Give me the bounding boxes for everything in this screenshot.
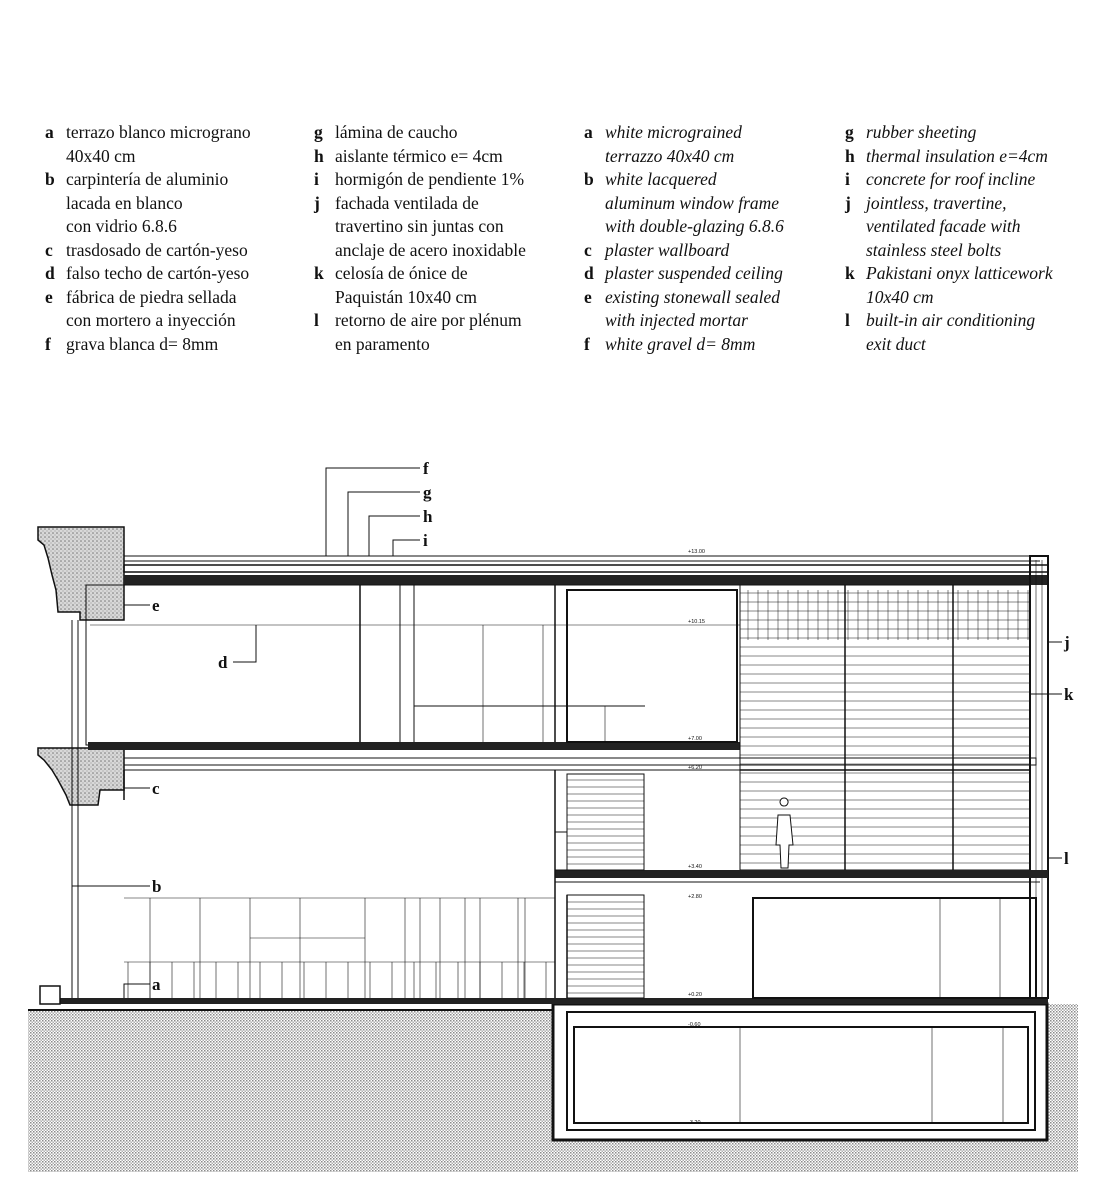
legend-letter: a [45, 122, 54, 142]
building-section-drawing [0, 440, 1096, 1186]
legend-letter: b [45, 169, 55, 189]
legend-text: exit duct [866, 333, 926, 354]
legend-item-g [314, 121, 564, 145]
legend-text: carpintería de aluminio [66, 169, 229, 189]
legend-text: trasdosado de cartón-yeso [66, 239, 248, 260]
callout-e: e [152, 596, 160, 615]
level-ceiling-mid: +6.20 [688, 765, 702, 771]
legend-item-e [584, 286, 824, 333]
callout-a: a [152, 975, 161, 994]
legend-item-i [314, 168, 564, 192]
legend-item-h [845, 145, 1090, 169]
legend-text: con vidrio 6.8.6 [66, 216, 177, 236]
callout-b: b [152, 877, 162, 896]
legend-text: anclaje de acero inoxidable [335, 239, 526, 260]
legend-text: lámina de caucho [335, 122, 458, 142]
legend-text: aislante térmico e= 4cm [335, 145, 503, 166]
legend-text: con mortero a inyección [66, 310, 236, 330]
legend-item-e [45, 286, 295, 333]
legend-text: en paramento [335, 333, 430, 354]
legend-item-j [845, 192, 1090, 263]
legend-text: grava blanca d= 8mm [66, 333, 219, 354]
legend-text: thermal insulation e=4cm [866, 145, 1048, 166]
callout-h: h [423, 507, 433, 526]
legend-letter: j [845, 192, 851, 213]
callout-d: d [218, 653, 228, 672]
legend-letter: j [314, 192, 320, 213]
legend-item-a [584, 121, 824, 168]
legend-item-c [584, 239, 824, 263]
roof [124, 556, 1048, 585]
legend-item-b [45, 168, 295, 239]
legend-text: white gravel d= 8mm [605, 333, 756, 354]
legend-letter: h [314, 145, 324, 166]
callout-l: l [1064, 849, 1069, 868]
legend-text: terrazzo 40x40 cm [605, 145, 735, 166]
legend-item-i [845, 168, 1090, 192]
legend-item-a [45, 121, 295, 168]
mezzanine [555, 770, 1048, 998]
legend-text: celosía de ónice de [335, 263, 468, 283]
level-roof: +13.00 [688, 549, 705, 555]
legend-letter: g [845, 122, 854, 142]
legend-letter: d [584, 263, 594, 283]
callout-k: k [1064, 685, 1074, 704]
legend-text: existing stonewall sealed [605, 286, 780, 307]
basement [553, 1004, 1047, 1140]
legend-letter: e [584, 286, 592, 307]
legend-item-g [845, 121, 1090, 145]
stone-wall [38, 527, 124, 998]
legend-text: ventilated facade with [866, 216, 1021, 236]
legend-text: 40x40 cm [66, 145, 136, 166]
legend-item-f [584, 333, 824, 357]
legend-item-j [314, 192, 564, 263]
callout-f: f [423, 459, 429, 478]
legend-letter: i [314, 169, 319, 189]
legend-text: travertino sin juntas con [335, 216, 504, 236]
callout-j: j [1064, 633, 1070, 652]
legend-letter: c [584, 239, 592, 260]
legend-spanish-column-1 [45, 121, 295, 356]
legend-item-k [845, 262, 1090, 309]
legend-text: built-in air conditioning [866, 310, 1036, 330]
legend-text: white lacquered [605, 169, 717, 189]
level-ground: +0.20 [688, 992, 702, 998]
legend-letter: c [45, 239, 53, 260]
legend-text: Pakistani onyx latticework [866, 263, 1053, 283]
level-floor-upper: +7.00 [688, 736, 702, 742]
legend-item-l [845, 309, 1090, 356]
legend-item-f [45, 333, 295, 357]
legend-text: fábrica de piedra sellada [66, 286, 237, 307]
upper-floor [86, 585, 1036, 770]
legend-letter: h [845, 145, 855, 166]
legend-text: rubber sheeting [866, 122, 977, 142]
callout-i: i [423, 531, 428, 550]
legend-text: plaster wallboard [605, 239, 730, 260]
legend-text: aluminum window frame [605, 192, 780, 213]
legend-letter: e [45, 286, 53, 307]
legend-item-d [584, 262, 824, 286]
legend-letter: k [314, 263, 324, 283]
legend-item-h [314, 145, 564, 169]
legend-text: fachada ventilada de [335, 192, 479, 213]
legend-text: retorno de aire por plénum [335, 310, 522, 330]
legend-item-k [314, 262, 564, 309]
legend-letter: f [584, 333, 590, 354]
legend-item-d [45, 262, 295, 286]
person-figure [776, 798, 793, 868]
level-basement: -3.20 [688, 1120, 701, 1126]
legend-text: lacada en blanco [66, 192, 183, 213]
legend-letter: i [845, 169, 850, 189]
legend-text: with double-glazing 6.8.6 [605, 216, 784, 236]
level-basement-top: -0.60 [688, 1022, 701, 1028]
legend-text: white micrograined [605, 122, 742, 142]
legend-text: Paquistán 10x40 cm [335, 286, 477, 307]
legend-spanish-column-2 [314, 121, 564, 356]
legend-text: falso techo de cartón-yeso [66, 263, 250, 283]
level-ceiling-upper: +10.15 [688, 619, 705, 625]
legend-letter: b [584, 169, 594, 189]
callout-g: g [423, 483, 432, 502]
onyx-lattice [740, 556, 1048, 998]
level-mezzanine: +3.40 [688, 864, 702, 870]
ground-floor [124, 770, 555, 998]
legend-letter: k [845, 263, 855, 283]
legend-text: 10x40 cm [866, 286, 934, 307]
legend-text: terrazo blanco micrograno [66, 122, 251, 142]
legend-text: with injected mortar [605, 310, 748, 330]
legend-letter: l [845, 310, 850, 330]
legend-item-c [45, 239, 295, 263]
legend-text: concrete for roof incline [866, 169, 1036, 189]
legend-letter: f [45, 333, 51, 354]
legend-letter: g [314, 122, 323, 142]
legend-text: plaster suspended ceiling [605, 263, 783, 283]
callout-c: c [152, 779, 160, 798]
legend-item-l [314, 309, 564, 356]
legend-letter: l [314, 310, 319, 330]
legend-text: hormigón de pendiente 1% [335, 169, 525, 189]
legend-letter: a [584, 122, 593, 142]
legend-text: stainless steel bolts [866, 239, 1002, 260]
legend-letter: d [45, 263, 55, 283]
legend-english-column-2 [845, 121, 1090, 356]
legend-english-column-1 [584, 121, 824, 356]
legend-text: jointless, travertine, [866, 192, 1007, 213]
level-mezzanine-under: +2.80 [688, 894, 702, 900]
legend-item-b [584, 168, 824, 239]
